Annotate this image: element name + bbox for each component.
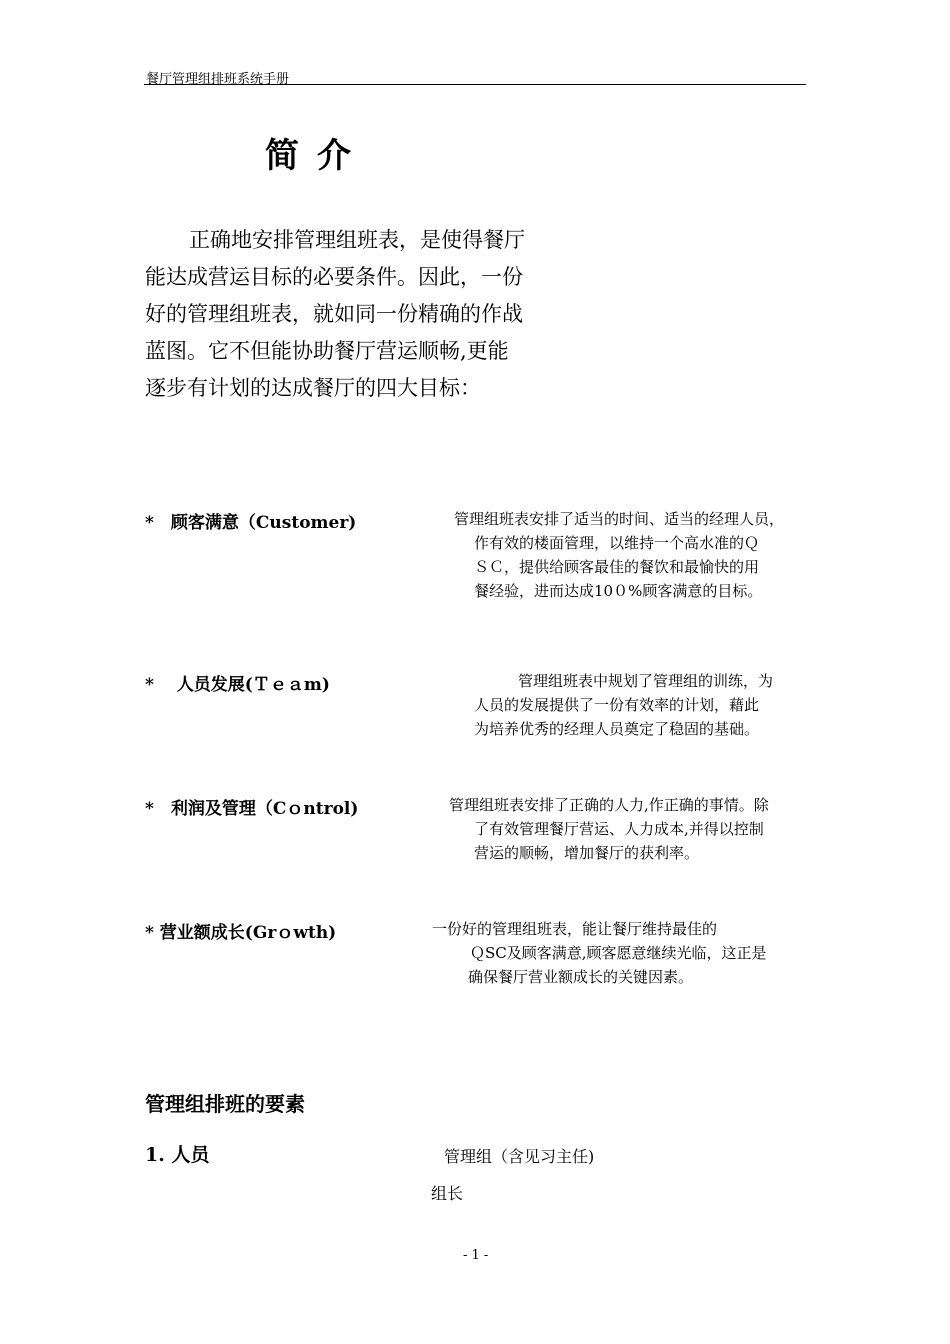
goal-desc-line: ＱSC及顾客满意,顾客愿意继续光临，这正是 [470,944,767,962]
goal-desc-line: 管理组班表安排了适当的时间、适当的经理人员， [454,510,785,528]
goal-desc-line: 营运的顺畅，增加餐厅的获利率。 [474,844,700,862]
element-item-heading: 1. 人员 [145,1144,210,1166]
intro-line: 好的管理组班表，就如同一份精确的作战 [145,302,523,326]
running-header: 餐厅管理组排班系统手册 [146,72,290,87]
goal-desc-line: 了有效管理餐厅营运、人力成本,并得以控制 [474,820,764,838]
page-number: - 1 - [463,1248,489,1263]
intro-line: 正确地安排管理组班表，是使得餐厅 [189,228,525,252]
goal-description-team [474,669,773,741]
goal-description-growth [432,917,767,989]
intro-line: 能达成营运目标的必要条件。因此，一份 [145,265,523,289]
goal-desc-line: ＳＣ，提供给顾客最佳的餐饮和最愉快的用 [474,558,760,576]
page-title: 简介 [265,136,369,176]
goal-description-customer [454,507,784,603]
element-value-team-leader: 组长 [431,1184,464,1203]
goal-heading-growth: * 营业额成长(Grｏwth) [145,923,337,943]
goal-desc-line: 管理组班表中规划了管理组的训练，为 [518,672,774,690]
intro-paragraph [145,222,555,407]
element-value-management: 管理组（含见习主任) [444,1147,595,1166]
goal-heading-team: * 人员发展(Ｔｅａm) [145,675,330,695]
goal-heading-customer: * 顾客满意（Customer) [145,513,357,533]
goal-desc-line: 人员的发展提供了一份有效率的计划，藉此 [474,696,760,714]
intro-line: 逐步有计划的达成餐厅的四大目标： [145,376,481,400]
goal-desc-line: 餐经验，进而达成10０%顾客满意的目标。 [474,582,763,600]
goal-desc-line: 一份好的管理组班表，能让餐厅维持最佳的 [432,920,718,938]
goal-desc-line: 管理组班表安排了正确的人力,作正确的事情。除 [449,796,769,814]
section-title-elements: 管理组排班的要素 [145,1092,305,1116]
goal-desc-line: 为培养优秀的经理人员奠定了稳固的基础。 [474,720,760,738]
intro-line: 蓝图。它不但能协助餐厅营运顺畅,更能 [145,339,509,363]
goal-description-control [449,793,769,865]
header-rule [144,84,806,85]
goal-desc-line: 确保餐厅营业额成长的关键因素。 [468,968,694,986]
goal-heading-control: * 利润及管理（Cｏntrol) [145,799,359,819]
goal-desc-line: 作有效的楼面管理，以维持一个高水准的Ｑ [474,534,760,552]
